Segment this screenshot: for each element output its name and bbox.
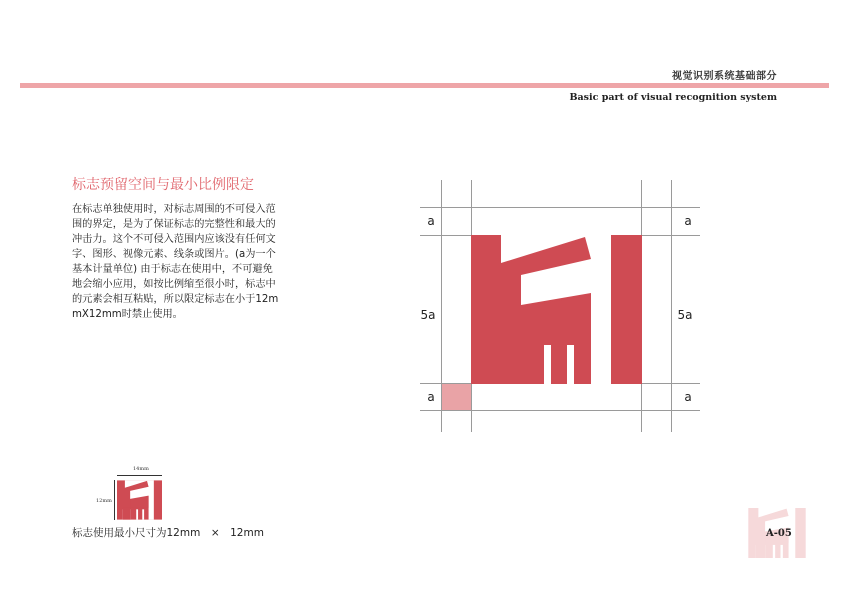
label-bottom-left: a — [427, 390, 435, 404]
width-dimension-label: 14mm — [133, 466, 149, 472]
body-line: mX12mm时禁止使用。 — [72, 309, 183, 320]
label-bottom-right: a — [684, 390, 692, 404]
body-line: 在标志单独使用时，对标志周围的不可侵入范 — [72, 204, 276, 215]
minimum-size-sample — [96, 466, 166, 526]
header-title-cn: 视觉识别系统基础部分 — [672, 71, 777, 82]
minimum-size-caption: 标志使用最小尺寸为12mm × 12mm — [72, 527, 264, 539]
width-dimension-line — [117, 475, 162, 476]
unit-square — [442, 384, 471, 410]
grid-line-horizontal — [420, 410, 700, 411]
grid-line-horizontal — [420, 207, 700, 208]
logo-mark-small — [117, 480, 162, 520]
height-dimension-label: 12mm — [96, 498, 112, 504]
label-mid-left: 5a — [420, 308, 436, 322]
label-top-left: a — [427, 214, 435, 228]
grid-line-vertical — [671, 180, 672, 432]
label-top-right: a — [684, 214, 692, 228]
body-line: 冲击力。这个不可侵入范围内应该没有任何文 — [72, 234, 276, 245]
body-line: 地会缩小应用，如按比例缩至很小时，标志中 — [72, 279, 276, 290]
body-line: 围的界定，是为了保证标志的完整性和最大的 — [72, 219, 276, 230]
logo-mark — [471, 235, 642, 384]
label-mid-right: 5a — [677, 308, 693, 322]
header-title-en: Basic part of visual recognition system — [569, 92, 777, 103]
section-title: 标志预留空间与最小比例限定 — [72, 177, 254, 193]
body-line: 字、图形、视像元素、线条或图片。(a为一个 — [72, 249, 276, 260]
body-line: 的元素会相互粘贴，所以限定标志在小于12m — [72, 294, 279, 305]
page-number: A-05 — [766, 528, 792, 539]
height-dimension-line — [114, 480, 115, 520]
body-line: 基本计量单位) 由于标志在使用中，不可避免 — [72, 264, 273, 275]
